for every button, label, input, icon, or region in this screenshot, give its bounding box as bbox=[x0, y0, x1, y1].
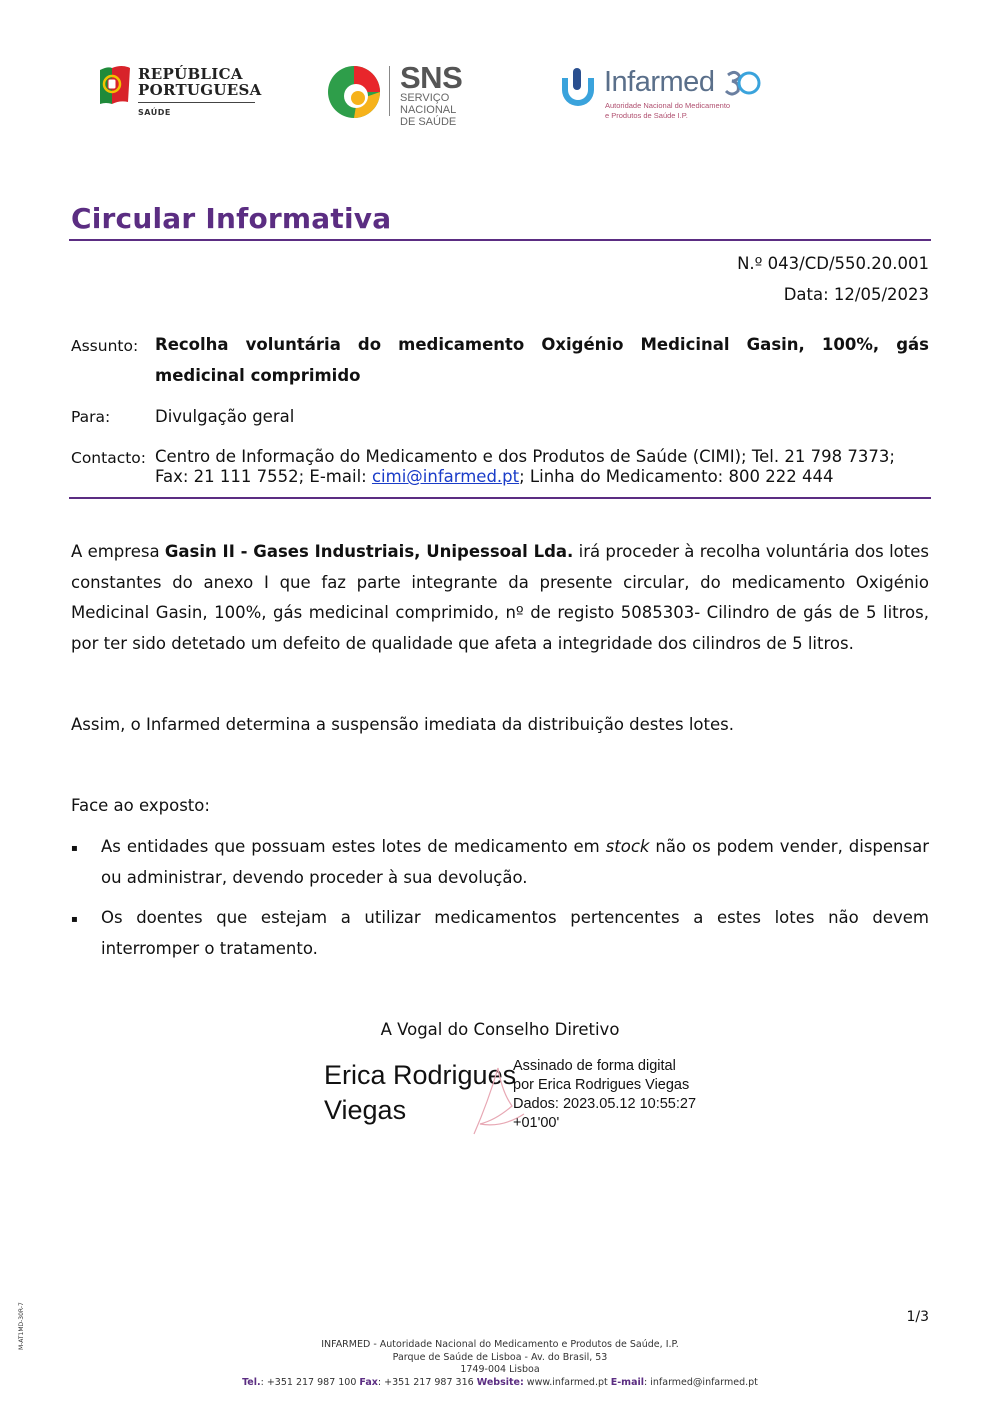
paragraph-3: Face ao exposto: bbox=[71, 796, 210, 815]
footer-contacts bbox=[0, 1377, 1000, 1390]
infarmed-sub2: e Produtos de Saúde I.P. bbox=[605, 111, 688, 120]
page-title: Circular Informativa bbox=[71, 202, 392, 235]
signature-detail-4: +01'00' bbox=[513, 1115, 560, 1131]
para-label: Para: bbox=[71, 408, 111, 426]
signature-role: A Vogal do Conselho Diretivo bbox=[380, 1020, 620, 1039]
infarmed-logo bbox=[558, 64, 768, 126]
p1-post: irá proceder à recolha voluntária dos lotes constantes do anexo I que faz parte integrante da presente circular, do medicamento Oxigénio Medicinal Gasin, 100%, gás medicinal comprimido, nº de registo 5085303- Cilindro de gás de 5 litros, por ter sido detetado um defeito de qualidade que afeta a integridade dos cilindros de 5 litros. bbox=[71, 542, 929, 654]
portugal-flag-icon bbox=[98, 64, 132, 106]
signature-name-line2: Viegas bbox=[324, 1095, 407, 1125]
anniversary-30-icon bbox=[724, 67, 762, 99]
para-value: Divulgação geral bbox=[155, 407, 295, 426]
contacto-line1: Centro de Informação do Medicamento e dos Produtos de Saúde (CIMI); Tel. 21 798 7373; bbox=[155, 447, 895, 466]
contacto-line2 bbox=[155, 467, 929, 487]
sns-title: SNS bbox=[400, 60, 463, 95]
b1-pre: As entidades que possuam estes lotes de medicamento em bbox=[101, 837, 606, 856]
title-divider bbox=[69, 239, 931, 241]
signature-details bbox=[513, 1057, 696, 1133]
b1-italic: stock bbox=[605, 837, 650, 856]
republica-line2: PORTUGUESA bbox=[138, 81, 262, 99]
republica-portuguesa-logo bbox=[98, 64, 268, 124]
infarmed-sub1: Autoridade Nacional do Medicamento bbox=[605, 101, 731, 110]
footer-tel-label: Tel. bbox=[242, 1377, 261, 1389]
footer-web-link[interactable]: www.infarmed.pt bbox=[523, 1377, 611, 1389]
footer bbox=[0, 1339, 1000, 1390]
assunto-line2: medicinal comprimido bbox=[155, 366, 361, 385]
footer-email-label: E-mail bbox=[610, 1377, 645, 1389]
footer-fax: : +351 217 987 316 bbox=[377, 1377, 477, 1389]
signature-detail-1: Assinado de forma digital bbox=[513, 1058, 676, 1074]
contacto-email-link[interactable]: cimi@infarmed.pt bbox=[371, 467, 520, 486]
b1-post: não os podem vender, dispensar ou administrar, devendo proceder à sua devolução. bbox=[101, 837, 929, 887]
paragraph-1 bbox=[71, 537, 929, 660]
contacto-linha: ; Linha do Medicamento: 800 222 444 bbox=[519, 467, 834, 486]
infarmed-drop-icon bbox=[558, 64, 600, 108]
side-code: M-AT1MD-30R-7 bbox=[18, 1302, 25, 1350]
meta-divider bbox=[69, 497, 931, 499]
contacto-block bbox=[155, 447, 929, 487]
bullet-2-mark: ▪ bbox=[71, 914, 78, 925]
assunto-line1: Recolha voluntária do medicamento Oxigénio Medicinal Gasin, 100%, gás bbox=[155, 335, 929, 354]
p1-company: Gasin II - Gases Industriais, Unipessoal Lda. bbox=[164, 542, 574, 561]
footer-line1: INFARMED - Autoridade Nacional do Medicamento e Produtos de Saúde, I.P. bbox=[321, 1339, 679, 1350]
sns-line1: SERVIÇO NACIONAL bbox=[400, 92, 457, 116]
signature-detail-2: por Erica Rodrigues Viegas bbox=[513, 1077, 690, 1093]
assunto-label: Assunto: bbox=[71, 337, 139, 355]
footer-fax-label: Fax bbox=[359, 1377, 378, 1389]
circular-date: Data: 12/05/2023 bbox=[783, 285, 929, 304]
footer-line2: Parque de Saúde de Lisboa - Av. do Brasil, 53 bbox=[392, 1351, 608, 1363]
footer-tel: : +351 217 987 100 bbox=[260, 1377, 360, 1389]
footer-email-link[interactable]: : infarmed@infarmed.pt bbox=[644, 1377, 758, 1389]
page-number: 1/3 bbox=[906, 1309, 929, 1325]
circular-number: N.º 043/CD/550.20.001 bbox=[737, 254, 929, 273]
paragraph-2: Assim, o Infarmed determina a suspensão imediata da distribuição destes lotes. bbox=[71, 715, 734, 734]
republica-line1: REPÚBLICA bbox=[138, 65, 243, 83]
infarmed-wordmark: Infarmed bbox=[604, 66, 715, 98]
bullet-1-mark: ▪ bbox=[71, 843, 78, 854]
republica-divider bbox=[138, 102, 255, 103]
footer-line3: 1749-004 Lisboa bbox=[460, 1364, 540, 1376]
p1-pre: A empresa bbox=[71, 542, 165, 561]
contacto-fax: Fax: 21 111 7552; E-mail: bbox=[155, 467, 372, 486]
sns-separator bbox=[389, 66, 390, 116]
republica-sub: SAÚDE bbox=[138, 108, 171, 117]
sns-line2: DE SAÚDE bbox=[400, 116, 457, 128]
contacto-label: Contacto: bbox=[71, 449, 147, 467]
signature-detail-3: Dados: 2023.05.12 10:55:27 bbox=[513, 1096, 697, 1112]
bullet-1 bbox=[101, 832, 929, 893]
footer-web-label: Website: bbox=[476, 1377, 524, 1389]
sns-circle-icon bbox=[327, 64, 383, 120]
sns-logo bbox=[327, 60, 497, 128]
bullet-2: Os doentes que estejam a utilizar medicamentos pertencentes a estes lotes não devem interromper o tratamento. bbox=[101, 908, 929, 958]
signature-name-line1: Erica Rodrigues bbox=[324, 1060, 517, 1090]
